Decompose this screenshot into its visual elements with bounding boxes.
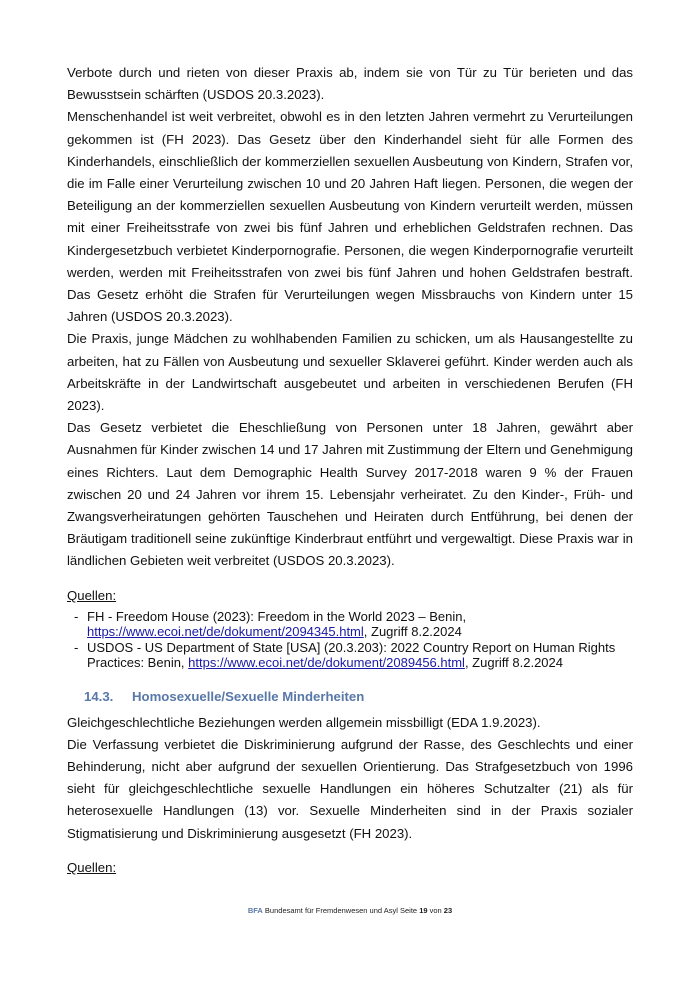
paragraph: Die Praxis, junge Mädchen zu wohlhabenden Familien zu schicken, um als Hausangestellte zu arbeiten, hat zu Fällen von Ausbeutung und sexueller Sklaverei geführt. Kinder werden auch als Arbeitskräfte in der Landwirtschaft ausgebeutet und arbeiten in verschiedenen Berufen (FH 2023). [67,331,633,414]
paragraph: Verbote durch und rieten von dieser Praxis ab, indem sie von Tür zu Tür berieten und das Bewusstsein schärften (USDOS 20.3.2023). [67,65,633,103]
section-heading [84,688,633,706]
source-link[interactable]: https://www.ecoi.net/de/dokument/2094345.html [87,624,364,640]
paragraph: Die Verfassung verbietet die Diskriminierung aufgrund der Rasse, des Geschlechts und einer Behinderung, nicht aber aufgrund der sexuellen Orientierung. Das Strafgesetzbuch von 1996 sieht für gleichgeschlechtliche sexuelle Handlungen ein höheres Schutzalter (21) als für heterosexuelle Handlungen (13) vor. Sexuelle Minderheiten sind in der Praxis sozialer Stigmatisierung und Diskriminierung ausgesetzt (FH 2023). [67,736,633,841]
footer-page-total: 23 [443,906,453,915]
sources-label: Quellen: [67,587,117,603]
footer-org: Bundesamt für Fremdenwesen und Asyl Seite [262,906,420,915]
footer-of: von [427,906,444,915]
sources-label: Quellen: [67,859,117,875]
source-link[interactable]: https://www.ecoi.net/de/dokument/2089456.html [188,655,465,671]
source-access: , Zugriff 8.2.2024 [464,655,563,671]
section-number: 14.3. [84,688,114,704]
document-page [67,62,633,881]
paragraph: Das Gesetz verbietet die Eheschließung von Personen unter 18 Jahren, gewährt aber Ausnahmen für Kinder zwischen 14 und 17 Jahren mit Zustimmung der Eltern und Genehmigung eines Richters. Laut dem Demographic Health Survey 2017-2018 waren 9 % der Frauen zwischen 20 und 24 Jahren vor ihrem 15. Lebensjahr verheiratet. Zu den Kinder-, Früh- und Zwangsverheiratungen gehörten Tauschehen und Heiraten durch Entführung, bei denen der Bräutigam traditionell seine zukünftige Kinderbraut entführt und vergewaltigt. Diese Praxis war in ländlichen Gebieten weit verbreitet (USDOS 20.3.2023). [67,420,633,569]
source-item [67,640,633,671]
source-access: , Zugriff 8.2.2024 [363,624,462,640]
list-dash: - [74,639,79,655]
footer-page-number: 19 [419,906,428,915]
source-item [67,609,633,640]
list-dash: - [74,608,79,624]
source-text: FH - Freedom House (2023): Freedom in the World 2023 – Benin, [87,608,467,624]
sources-list [67,609,633,671]
paragraph: Gleichgeschlechtliche Beziehungen werden allgemein missbilligt (EDA 1.9.2023). [67,714,541,730]
bfa-logo-text: BFA [247,906,263,915]
source-text: USDOS - US Department of State [USA] (20.3.203): 2022 Country Report on Human Rights Practices: Benin, [87,639,616,671]
paragraph: Menschenhandel ist weit verbreitet, obwohl es in den letzten Jahren vermehrt zu Verurteilungen gekommen ist (FH 2023). Das Gesetz über den Kinderhandel sieht für alle Formen des Kinderhandels, einschließlich der kommerziellen sexuellen Ausbeutung von Kindern, Strafen vor, die im Falle einer Verurteilung zwischen 10 und 20 Jahren Haft liegen. Personen, die wegen der Beteiligung an der kommerziellen sexuellen Ausbeutung von Kindern verurteilt werden, müssen mit einer Freiheitsstrafe von zwei bis fünf Jahren und erheblichen Geldstrafen rechnen. Das Kindergesetzbuch verbietet Kinderpornografie. Personen, die wegen Kinderpornografie verurteilt werden, werden mit Freiheitsstrafen von zwei bis fünf Jahren und hohen Geldstrafen bestraft. Das Gesetz erhöht die Strafen für Verurteilungen wegen Missbrauchs von Kindern unter 15 Jahren (USDOS 20.3.2023). [67,109,633,325]
page-footer [0,906,700,916]
section-title: Homosexuelle/Sexuelle Minderheiten [132,688,365,704]
